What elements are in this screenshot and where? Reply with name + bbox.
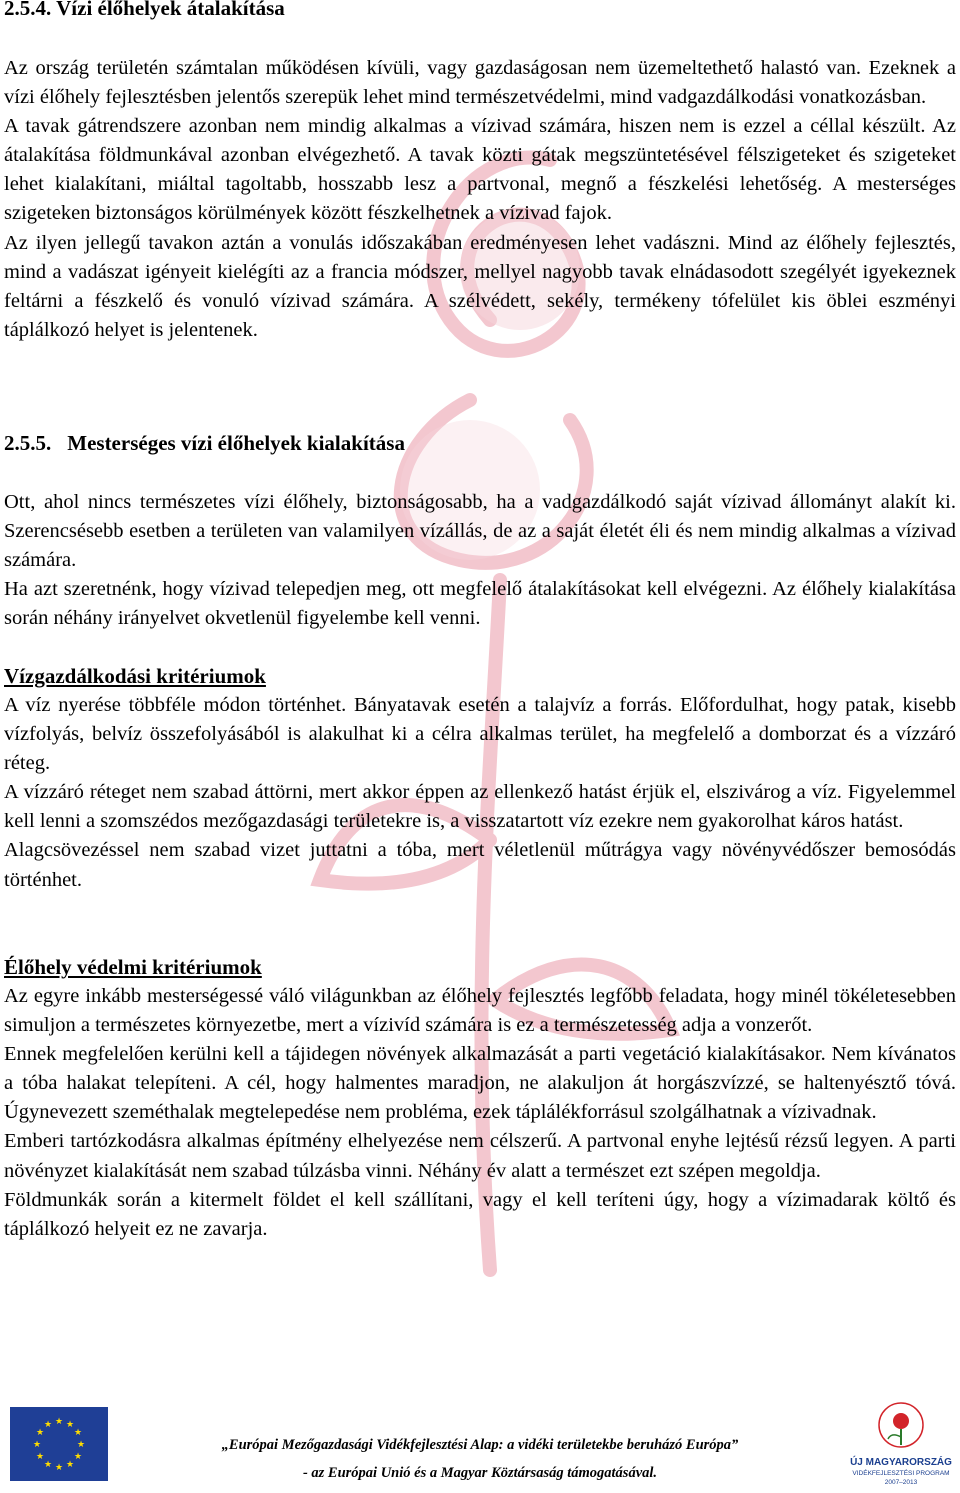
paragraph: Földmunkák során a kitermelt földet el kell szállítani, vagy el kell teríteni úgy, hogy a vízimadarak költő és táplálkozó helyeit ez ne zavarja.: [4, 1188, 956, 1240]
footer-fund-text: „Európai Mezőgazdasági Vidékfejlesztési Alap: a vidéki területekbe beruházó Európa”: [221, 1437, 739, 1453]
logo-years: 2007–2013: [884, 1479, 918, 1486]
logo-title: ÚJ MAGYARORSZÁG: [850, 1457, 952, 1468]
paragraph: A vízzáró réteget nem szabad áttörni, mert akkor éppen az ellenkező hatást érjük el, elszivárog a víz. Figyelemmel kell lenni a szomszédos mezőgazdasági területekre is, a visszatartott víz ezekre nem gyakorolhat káros hatást.: [4, 781, 956, 833]
section-number: 2.5.5.: [4, 431, 52, 455]
paragraph: Emberi tartózkodásra alkalmas építmény elhelyezése nem célszerű. A partvonal enyhe lejtésű rézsű legyen. A parti növényzet kialakítását nem szabad túlzásba vinni. Néhány év alatt a természet ezt szépen megoldja.: [4, 1130, 956, 1182]
footer-support-text: - az Európai Unió és a Magyar Köztársaság támogatásával.: [302, 1465, 658, 1481]
section-2-5-5-body: [4, 488, 956, 633]
water-criteria-heading: Vízgazdálkodási kritériumok: [4, 664, 266, 688]
uj-magyarorszag-logo: [846, 1399, 956, 1491]
svg-text:★: ★: [43, 1420, 53, 1430]
svg-text:★: ★: [32, 1440, 42, 1450]
svg-text:★: ★: [65, 1420, 75, 1430]
paragraph: Ennek megfelelően kerülni kell a tájidegen növények alkalmazását a parti vegetáció kialakításakor. Nem kívánatos a tóba halakat telepíteni. A cél, hogy halmentes maradjon, ne alakuljon át horgászvízzé, se haltenyésztő tóvá. Úgynevezett szeméthalak megtelepedése nem probléma, ezek táplálékforrásul szolgálhatnak a vízivadnak.: [4, 1043, 956, 1124]
svg-text:★: ★: [54, 1417, 64, 1427]
svg-text:★: ★: [73, 1428, 83, 1438]
paragraph: Ott, ahol nincs természetes vízi élőhely, biztonságosabb, ha a vadgazdálkodó saját vízivad állományt alakít ki. Szerencsésebb esetben a területen van valamilyen vízállás, de az a saját életét éli és nem mindig alkalmas a vízivad számára.: [4, 491, 956, 572]
paragraph: Ha azt szeretnénk, hogy vízivad telepedjen meg, ott megfelelő átalakításokat kell elvégezni. Az élőhely kialakítása során néhány irányelvet okvetlenül figyelembe kell venni.: [4, 578, 956, 630]
section-2-5-4-body: [4, 54, 956, 345]
water-criteria-block: [4, 662, 956, 895]
paragraph: Alagcsövezéssel nem szabad vizet juttatni a tóba, mert véletlenül műtrágya vagy növényvédőszer bemosódás történhet.: [4, 839, 956, 891]
svg-text:★: ★: [43, 1460, 53, 1470]
svg-text:★: ★: [65, 1460, 75, 1470]
habitat-criteria-block: [4, 953, 956, 1244]
svg-text:★: ★: [54, 1463, 64, 1473]
svg-text:★: ★: [35, 1428, 45, 1438]
svg-text:★: ★: [35, 1452, 45, 1462]
paragraph: Az egyre inkább mesterségessé váló világunkban az élőhely fejlesztés legfőbb feladata, hogy minél tökéletesebben simuljon a természetes környezetbe, mert a vízivíd számára is ez a természetesség adja a vonzerőt.: [4, 985, 956, 1037]
paragraph: A víz nyerése többféle módon történhet. Bányatavak esetén a talajvíz a forrás. Előfordulhat, hogy patak, kisebb vízfolyás, belvíz összefolyásából is alakulhat ki a célra alkalmas terület, ha megfelelő a domborzat és a vízzáró réteg.: [4, 694, 956, 775]
section-heading-2-5-5: [4, 431, 956, 456]
paragraph: A tavak gátrendszere azonban nem mindig alkalmas a vízivad számára, hiszen nem is ezzel a céllal készült. Az átalakítása földmunkával azonban elvégezhető. A tavak közti gátak megszüntetésével félszigeteket és szigeteket lehet kialakítani, miáltal tagoltabb, hosszabb lesz a partvonal, megnő a fészkelési lehetőség. A mesterséges szigeteken biztonságos körülmények között fészkelhetnek a vízivad fajok.: [4, 115, 956, 225]
section-title: Mesterséges vízi élőhelyek kialakítása: [67, 431, 405, 455]
svg-text:★: ★: [76, 1440, 86, 1450]
page-footer: [0, 1395, 960, 1493]
paragraph: Az ilyen jellegű tavakon aztán a vonulás időszakában eredményesen lehet vadászni. Mind az élőhely fejlesztés, mind a vadászat igényeit kielégíti az a francia módszer, mellyel nagyobb tavak elnádasodott szegélyét igyekeznek feltárni a fészkelő és vonuló vízivad számára. A szélvédett, sekély, termékeny tófelület kis öblei eszményi táplálkozó helyet is jelentenek.: [4, 231, 956, 341]
habitat-criteria-heading: Élőhely védelmi kritériumok: [4, 955, 262, 979]
paragraph: Az ország területén számtalan működésen kívüli, vagy gazdaságosan nem üzemeltethető halastó van. Ezeknek a vízi élőhely fejlesztésben jelentős szerepük lehet mind természetvédelmi, mind vadgazdálkodási vonatkozásban.: [4, 57, 956, 109]
svg-text:★: ★: [73, 1452, 83, 1462]
logo-subtitle: VIDÉKFEJLESZTÉSI PROGRAM: [852, 1470, 950, 1477]
section-heading-2-5-4: 2.5.4. Vízi élőhelyek átalakítása: [4, 0, 285, 20]
